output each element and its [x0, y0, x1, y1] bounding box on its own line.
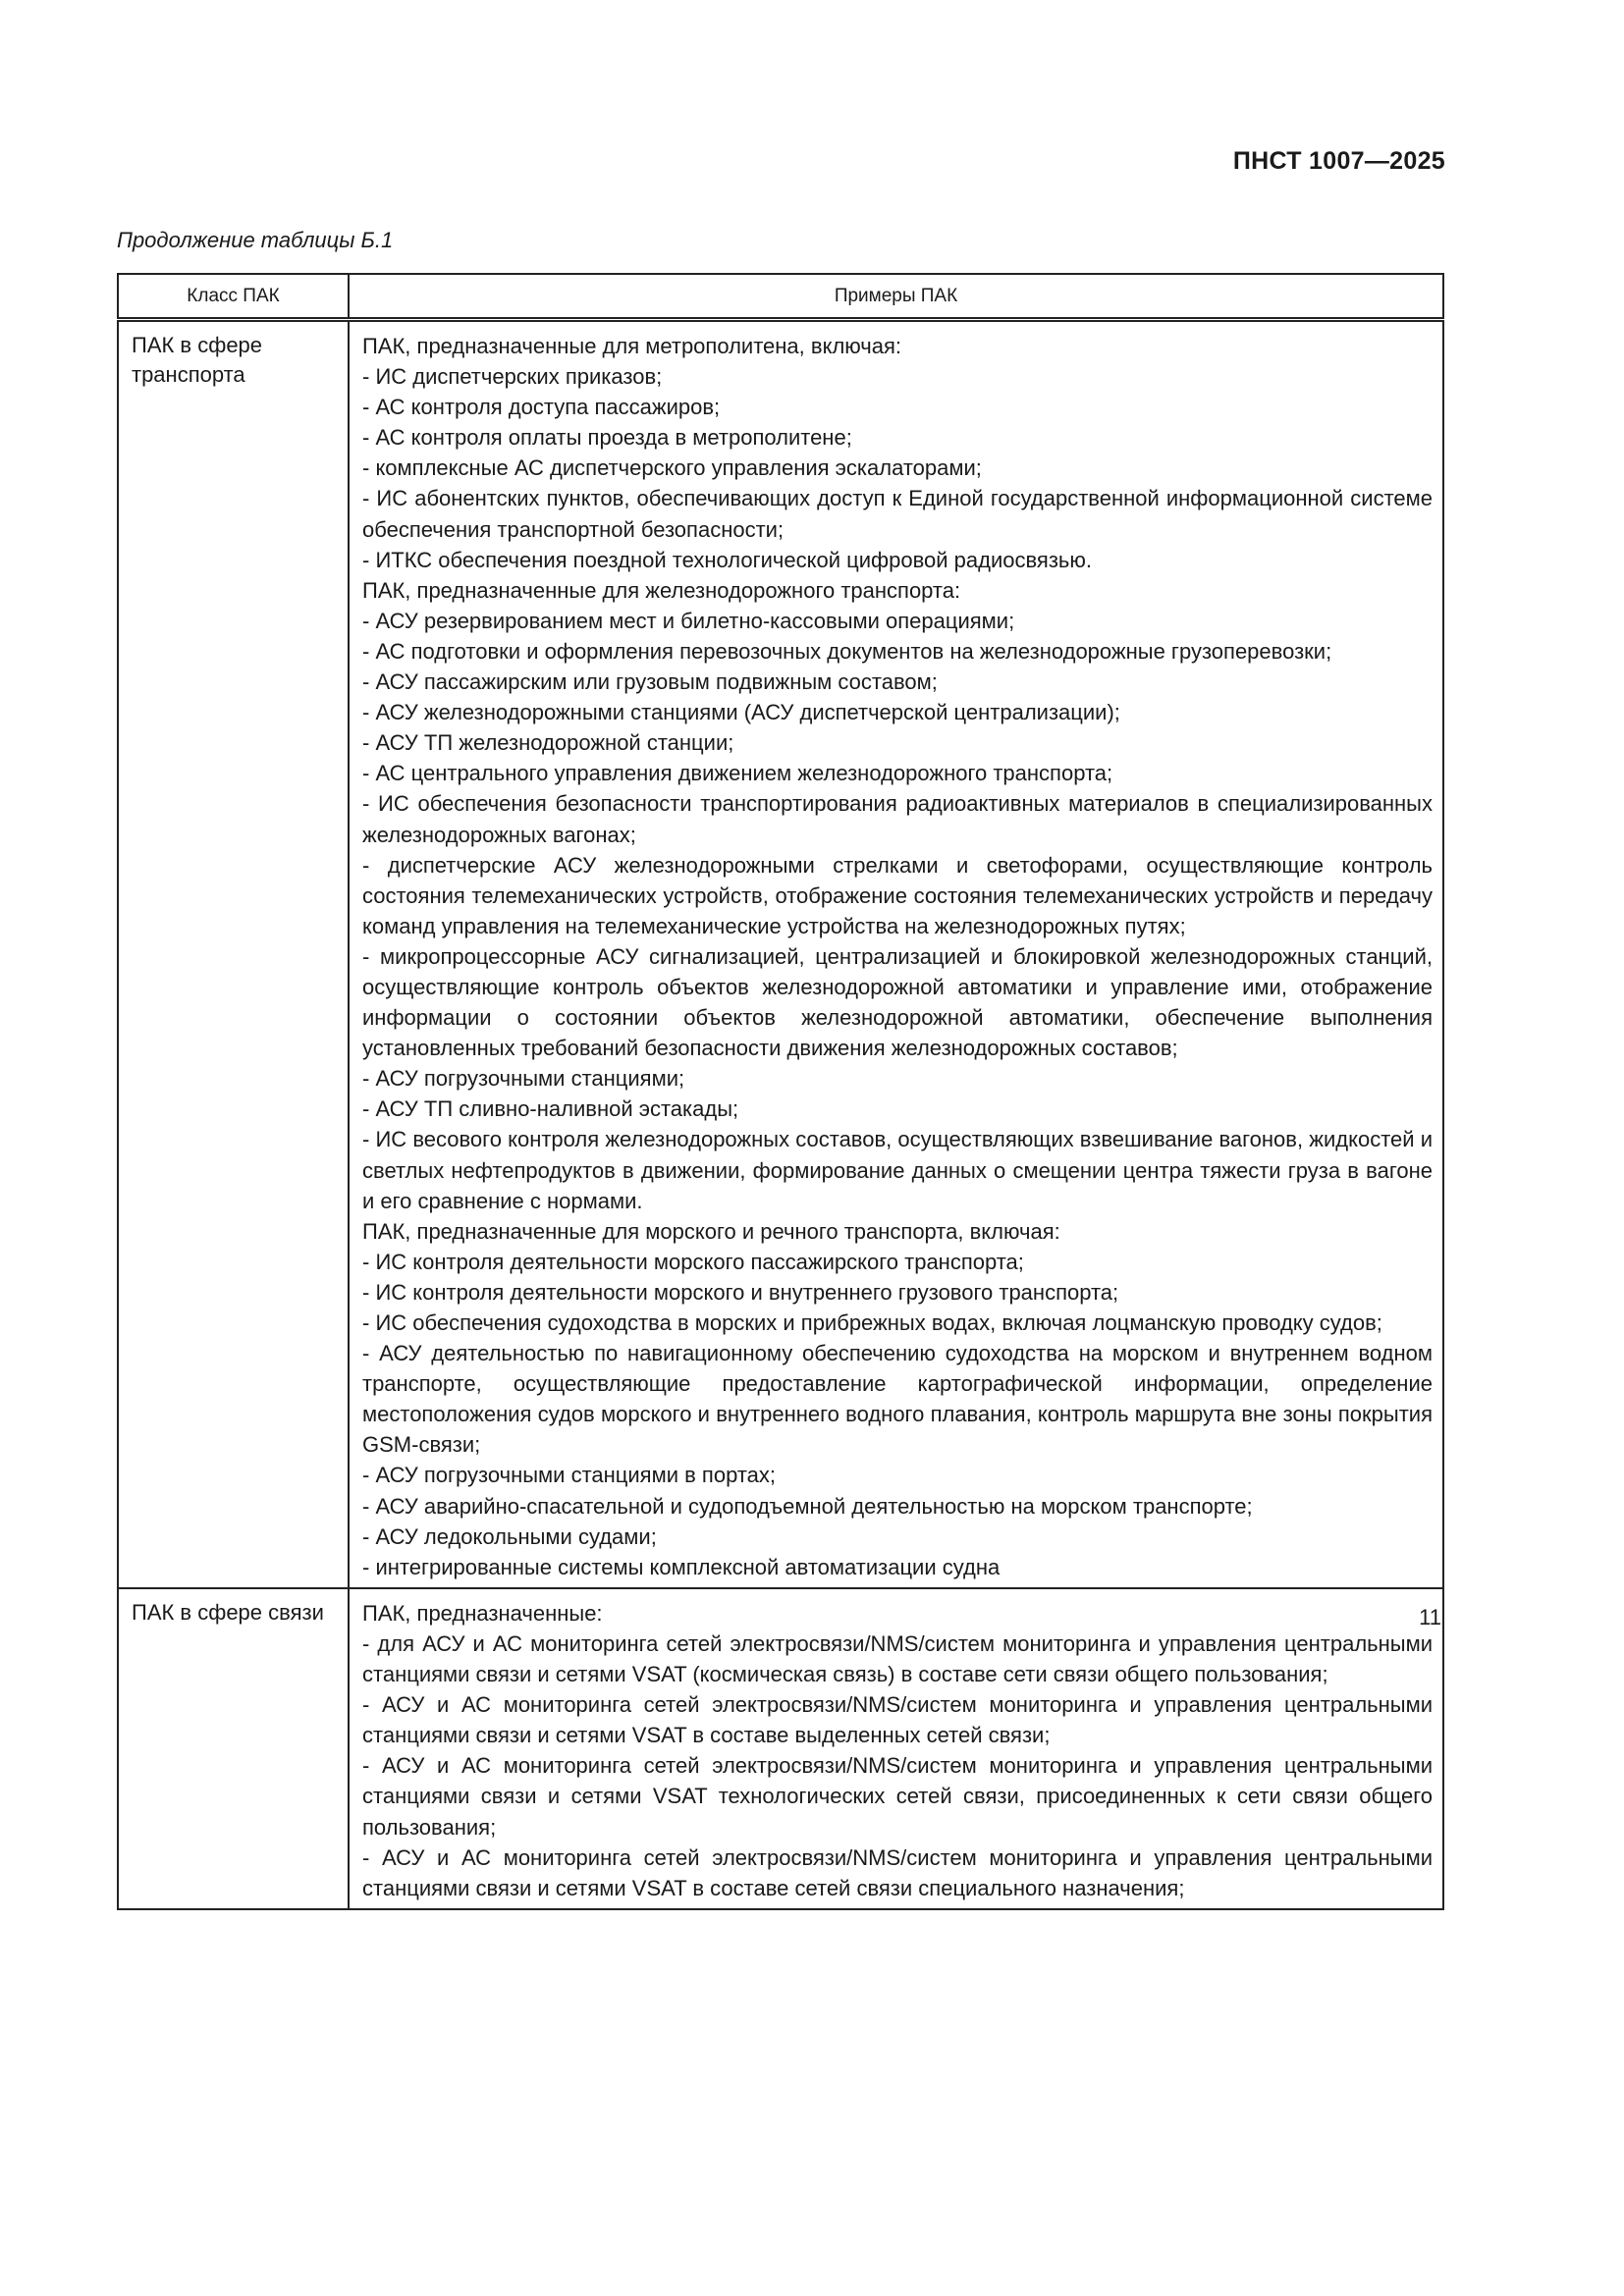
example-item: ПАК, предназначенные для железнодорожного транспорта: — [362, 577, 961, 603]
example-item: - АСУ ТП сливно-наливной эстакады; — [362, 1096, 739, 1122]
example-item: - АСУ погрузочными станциями в портах; — [362, 1463, 776, 1488]
example-item: - ИС весового контроля железнодорожных составов, осуществляющих взвешивание вагонов, жидкостей и светлых нефтепродуктов в движении, формирование данных о смещении центра тяжести груза в вагоне и его сравнение с нормами. — [362, 1127, 1433, 1213]
example-item: - АСУ резервированием мест и билетно-кассовыми операциями; — [362, 608, 1015, 633]
example-item: - ИС контроля деятельности морского и внутреннего грузового транспорта; — [362, 1279, 1119, 1305]
example-item: - АСУ деятельностью по навигационному обеспечению судоходства на морском и внутреннем водном транспорте, осуществляющие предоставление картографической информации, определение местоположения судов морского и внутреннего водного плавания, контроль маршрута вне зоны покрытия GSM-связи; — [362, 1341, 1433, 1458]
example-item: - АСУ железнодорожными станциями (АСУ диспетчерской централизации); — [362, 700, 1120, 725]
example-item: - ИТКС обеспечения поездной технологической цифровой радиосвязью. — [362, 547, 1092, 572]
class-cell-transport: ПАК в сфере транспорта — [118, 320, 349, 1588]
example-item: ПАК, предназначенные: — [362, 1600, 603, 1626]
example-item: - комплексные АС диспетчерского управления эскалаторами; — [362, 455, 982, 481]
example-item: - АС контроля оплаты проезда в метрополитене; — [362, 425, 852, 451]
example-item: - диспетчерские АСУ железнодорожными стрелками и светофорами, осуществляющие контроль состояния телемеханических устройств, отображение состояния телемеханических устройств и передачу команд управления на телемеханические устройства на железнодорожных путях; — [362, 852, 1433, 938]
table-row-communications — [118, 1588, 1443, 1909]
page-number: 11 — [1419, 1605, 1441, 1629]
example-item: - АСУ пассажирским или грузовым подвижным составом; — [362, 669, 938, 695]
example-item: - АСУ ТП железнодорожной станции; — [362, 730, 734, 756]
example-item: - ИС диспетчерских приказов; — [362, 364, 663, 390]
example-item: ПАК, предназначенные для метрополитена, включая: — [362, 334, 902, 358]
example-item: - АС контроля доступа пассажиров; — [362, 395, 721, 420]
example-item: - АС центрального управления движением железнодорожного транспорта; — [362, 761, 1113, 786]
example-item: - АСУ и АС мониторинга сетей электросвязи/NMS/систем мониторинга и управления центральными станциями связи и сетями VSAT технологических сетей связи, присоединенных к сети связи общего пользования; — [362, 1753, 1433, 1840]
example-item: - АСУ погрузочными станциями; — [362, 1066, 685, 1092]
example-item: - АСУ и АС мониторинга сетей электросвязи/NMS/систем мониторинга и управления центральными станциями связи и сетями VSAT в составе сетей связи специального назначения; — [362, 1844, 1433, 1900]
example-item: - АС подготовки и оформления перевозочных документов на железнодорожные грузоперевозки; — [362, 638, 1332, 664]
example-item: - ИС обеспечения безопасности транспортирования радиоактивных материалов в специализированных железнодорожных вагонах; — [362, 791, 1433, 847]
example-item: - для АСУ и АС мониторинга сетей электросвязи/NMS/систем мониторинга и управления центральными станциями связи и сетями VSAT (космическая связь) в составе сети связи общего пользования; — [362, 1630, 1433, 1687]
table-caption: Продолжение таблицы Б.1 — [117, 228, 394, 252]
example-item: - АСУ и АС мониторинга сетей электросвязи/NMS/систем мониторинга и управления центральными станциями связи и сетями VSAT в составе выделенных сетей связи; — [362, 1692, 1433, 1748]
table-row-transport — [118, 320, 1443, 1588]
pak-examples-table — [117, 273, 1444, 1910]
example-item: - интегрированные системы комплексной автоматизации судна — [362, 1554, 1001, 1579]
example-item: - АСУ аварийно-спасательной и судоподъемной деятельностью на морском транспорте; — [362, 1493, 1253, 1519]
example-item: - микропроцессорные АСУ сигнализацией, централизацией и блокировкой железнодорожных станций, осуществляющие контроль объектов железнодорожной автоматики и управление ими, отображение информации о состоянии объектов железнодорожной автоматики, обеспечение выполнения установленных требований безопасности движения железнодорожных составов; — [362, 943, 1433, 1061]
example-item: - ИС абонентских пунктов, обеспечивающих доступ к Единой государственной информационной системе обеспечения транспортной безопасности; — [362, 486, 1433, 542]
document-code: ПНСТ 1007—2025 — [1232, 147, 1445, 175]
example-item: - АСУ ледокольными судами; — [362, 1523, 657, 1549]
column-header-examples: Примеры ПАК — [349, 274, 1443, 320]
class-cell-communications: ПАК в сфере связи — [118, 1588, 349, 1909]
example-item: ПАК, предназначенные для морского и речного транспорта, включая: — [362, 1218, 1060, 1244]
example-item: - ИС контроля деятельности морского пассажирского транспорта; — [362, 1249, 1024, 1274]
examples-cell-transport — [349, 320, 1443, 1588]
examples-cell-communications — [349, 1588, 1443, 1909]
table-header-row — [118, 274, 1443, 320]
example-item: - ИС обеспечения судоходства в морских и прибрежных водах, включая лоцманскую проводку судов; — [362, 1310, 1382, 1335]
column-header-class: Класс ПАК — [118, 274, 349, 320]
